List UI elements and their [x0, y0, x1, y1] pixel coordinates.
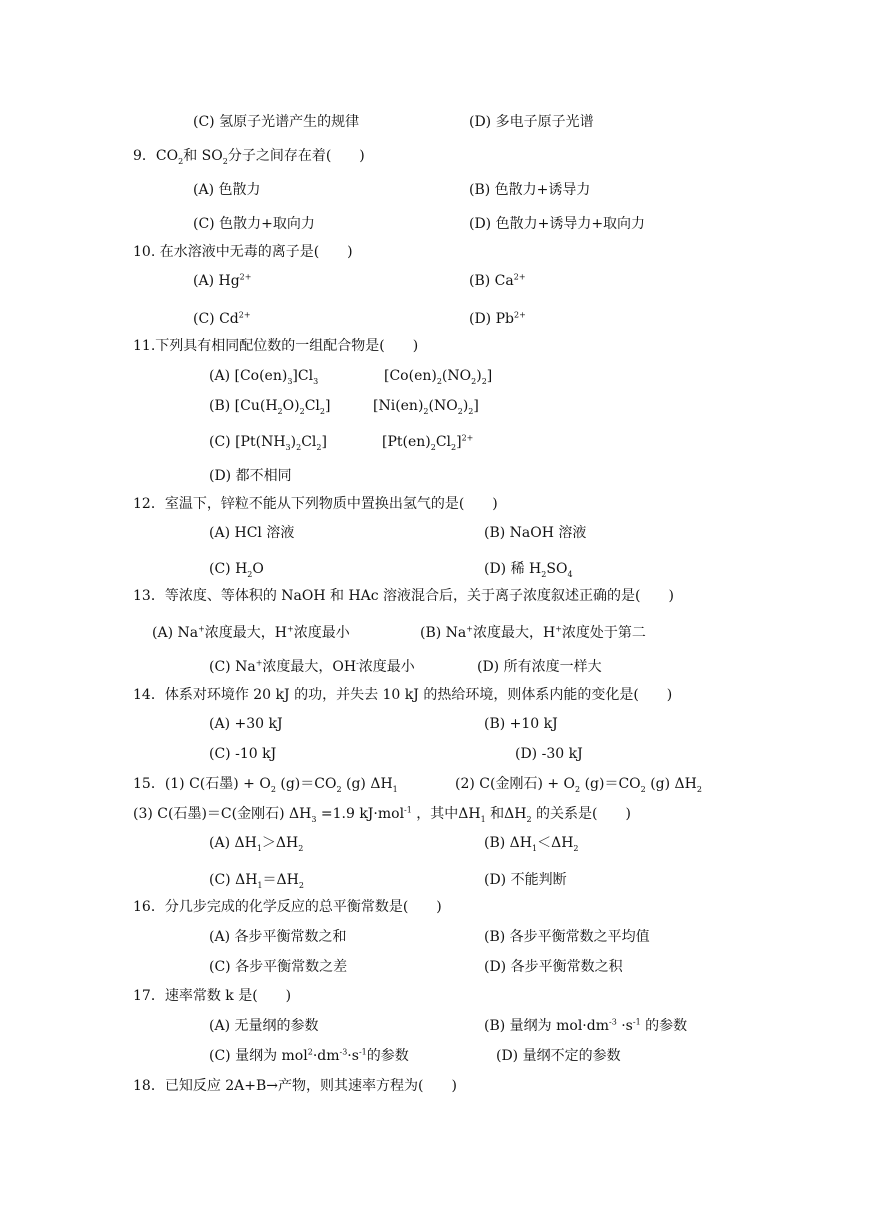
q12-stem: 12．室温下，锌粒不能从下列物质中置换出氢气的是( ) [133, 496, 498, 512]
q10-option-b: (B) $Ca^{2+}$ [469, 272, 526, 289]
q9-option-d: (D) 色散力+诱导力+取向力 [469, 216, 646, 232]
q10-option-c: (C) $Cd^{2+}$ [193, 310, 251, 327]
q17-option-d: (D) 量纲不定的参数 [496, 1048, 621, 1064]
q12-option-c: (C) $H_2O$ [209, 561, 264, 579]
q14-option-d: (D) -30 kJ [515, 746, 583, 762]
q11-stem: 11.下列具有相同配位数的一组配合物是( ) [133, 338, 419, 354]
q15-equation-line-1: 15．(1) C(石墨) + $O_2$ $(g)=CO_2$ (g) $\Delta H_1$ [133, 776, 398, 794]
q11-option-b: (B) $[Cu(H_2O)_2Cl_2]$ [209, 398, 331, 416]
q16-option-c: (C) 各步平衡常数之差 [209, 959, 348, 975]
q16-stem: 16．分几步完成的化学反应的总平衡常数是( ) [133, 899, 442, 915]
q14-option-a: (A) +30 kJ [209, 716, 283, 732]
q15-option-c: (C) $\Delta H_1=\Delta H_2$ [209, 872, 304, 890]
q18-stem: 18．已知反应 2A+B→产物，则其速率方程为( ) [133, 1078, 457, 1094]
q9-option-a: (A) 色散力 [193, 182, 261, 198]
q16-option-a: (A) 各步平衡常数之和 [209, 929, 347, 945]
q10-option-d: (D) $Pb^{2+}$ [469, 310, 526, 327]
q11-option-c: (C) $[Pt(NH_3)_2Cl_2]$ [209, 434, 327, 452]
q15-equation-line-1b: (2) C(金刚石) + $O_2$ $(g)=CO_2$ (g) $\Delta H_2$ [455, 776, 702, 794]
q12-option-a: (A) HCl 溶液 [209, 525, 295, 541]
q11-option-d: (D) 都不相同 [209, 468, 292, 484]
q14-option-b: (B) +10 kJ [484, 716, 558, 732]
q13-option-b: (B) Na+浓度最大，H+浓度处于第二 [420, 624, 646, 641]
q10-option-a: (A) $Hg^{2+}$ [193, 272, 252, 289]
q8-option-c: (C) 氢原子光谱产生的规律 [193, 114, 360, 130]
q14-option-c: (C) -10 kJ [209, 746, 277, 762]
q15-equation-line-2: (3) C(石墨)＝C(金刚石) $\Delta H_3 =1.9$ kJ·mol$^{-1}$ ，其中$\Delta H_1$ 和$\Delta H_2$ 的关系是( ) [133, 805, 631, 824]
q13-stem: 13．等浓度、等体积的 NaOH 和 HAc 溶液混合后，关于离子浓度叙述正确的是( ) [133, 588, 674, 604]
q11-option-a-second: $[Co(en)_2(NO_2)_2]$ [384, 368, 493, 386]
q16-option-b: (B) 各步平衡常数之平均值 [484, 929, 650, 945]
q12-option-d: (D) 稀 $H_2SO_4$ [484, 561, 573, 579]
q9-stem: 9．$CO_2$和 $SO_2$分子之间存在着( ) [133, 148, 365, 166]
q15-option-d: (D) 不能判断 [484, 872, 567, 888]
q15-option-a: (A) $\Delta H_1>\Delta H_2$ [209, 835, 304, 853]
q14-stem: 14．体系对环境作 20 kJ 的功，并失去 10 kJ 的热给环境，则体系内能的变化是( ) [133, 687, 673, 703]
q17-option-a: (A) 无量纲的参数 [209, 1018, 319, 1034]
q17-option-c: (C) 量纲为 $mol^2\cdot dm^{-3}\cdot s^{-1}$的参数 [209, 1047, 409, 1064]
q9-option-b: (B) 色散力+诱导力 [469, 182, 591, 198]
q15-option-b: (B) $\Delta H_1<\Delta H_2$ [484, 835, 579, 853]
q8-option-d: (D) 多电子原子光谱 [469, 114, 594, 130]
q12-option-b: (B) NaOH 溶液 [484, 525, 587, 541]
q17-stem: 17．速率常数 k 是( ) [133, 988, 292, 1004]
q17-option-b: (B) 量纲为 $mol\cdot dm^{-3} \cdot s^{-1}$ 的参数 [484, 1017, 688, 1034]
q13-option-c: (C) Na+浓度最大，OH-浓度最小 [209, 658, 415, 675]
q13-option-a: (A) Na+浓度最大，H+浓度最小 [152, 624, 350, 641]
q11-option-a: (A) $[Co(en)_3]Cl_3$ [209, 368, 319, 386]
q11-option-b-second: $[Ni(en)_2(NO_2)_2]$ [373, 398, 479, 416]
q16-option-d: (D) 各步平衡常数之积 [484, 959, 623, 975]
q9-option-c: (C) 色散力+取向力 [193, 216, 315, 232]
q10-stem: 10. 在水溶液中无毒的离子是( ) [133, 244, 353, 260]
q11-option-c-second: $[Pt(en)_2Cl_2]^{2+}$ [382, 433, 474, 452]
q13-option-d: (D) 所有浓度一样大 [477, 659, 602, 675]
